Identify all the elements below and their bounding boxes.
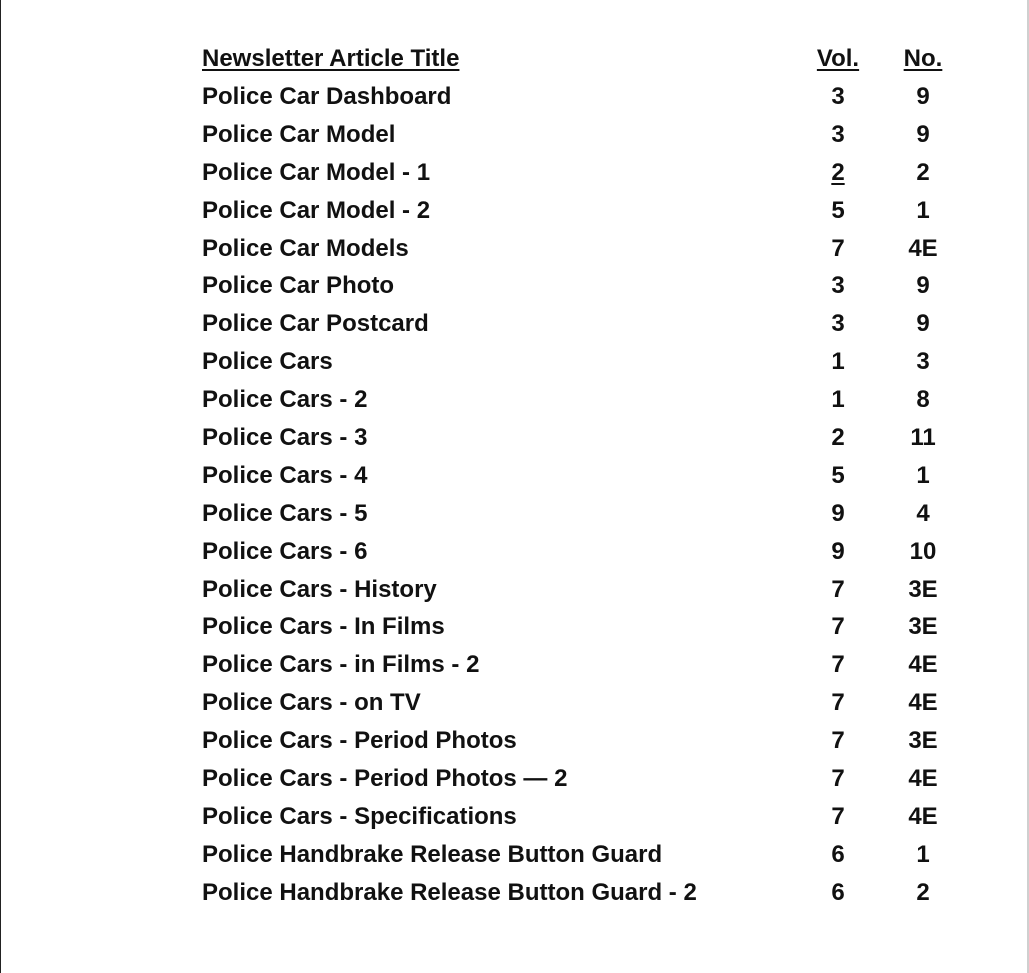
number-value: 1 xyxy=(916,840,930,868)
number-value: 3E xyxy=(908,727,938,755)
article-title: Police Car Postcard xyxy=(202,310,429,338)
number-value: 4 xyxy=(916,499,930,527)
article-title: Police Cars - on TV xyxy=(202,689,421,717)
article-title: Police Cars xyxy=(202,348,333,376)
article-title: Police Car Model - 2 xyxy=(202,196,431,224)
table-row xyxy=(202,309,962,347)
article-title: Police Cars - Period Photos — 2 xyxy=(202,765,568,793)
volume-value: 7 xyxy=(831,613,845,641)
article-title: Police Cars - 5 xyxy=(202,499,368,527)
number-value: 4E xyxy=(908,802,938,830)
number-value: 1 xyxy=(916,461,930,489)
number-value: 1 xyxy=(916,196,930,224)
table-row xyxy=(202,878,962,916)
article-title: Police Cars - In Films xyxy=(202,613,445,641)
volume-value: 5 xyxy=(831,196,845,224)
article-title: Police Car Model - 1 xyxy=(202,158,431,186)
table-row xyxy=(202,650,962,688)
volume-value: 6 xyxy=(831,878,845,906)
volume-value: 2 xyxy=(831,424,845,452)
table-row xyxy=(202,347,962,385)
volume-value: 1 xyxy=(831,386,845,414)
volume-value: 3 xyxy=(831,120,845,148)
volume-value: 7 xyxy=(831,727,845,755)
article-title: Police Car Models xyxy=(202,234,409,262)
article-title: Police Cars - Period Photos xyxy=(202,727,517,755)
table-row xyxy=(202,802,962,840)
number-value: 9 xyxy=(916,310,930,338)
table-row xyxy=(202,385,962,423)
volume-value: 2 xyxy=(831,158,845,186)
article-title: Police Cars - 6 xyxy=(202,537,368,565)
header-volume: Vol. xyxy=(816,45,860,72)
header-number: No. xyxy=(903,45,943,72)
table-row xyxy=(202,575,962,613)
volume-value: 3 xyxy=(831,83,845,110)
volume-value: 9 xyxy=(831,499,845,527)
volume-value: 3 xyxy=(831,272,845,300)
number-value: 4E xyxy=(908,689,938,717)
article-title: Police Handbrake Release Button Guard xyxy=(202,840,663,868)
table-row xyxy=(202,726,962,764)
volume-value: 3 xyxy=(831,310,845,338)
article-index-table xyxy=(202,44,962,916)
number-value: 9 xyxy=(916,272,930,300)
table-row xyxy=(202,82,962,120)
volume-value: 6 xyxy=(831,840,845,868)
table-row xyxy=(202,461,962,499)
article-title: Police Cars - in Films - 2 xyxy=(202,651,480,679)
table-row xyxy=(202,423,962,461)
volume-value: 7 xyxy=(831,765,845,793)
article-title: Police Cars - History xyxy=(202,575,437,603)
table-row xyxy=(202,612,962,650)
article-title: Police Cars - Specifications xyxy=(202,802,517,830)
number-value: 3 xyxy=(916,348,930,376)
table-row xyxy=(202,271,962,309)
article-title: Police Car Photo xyxy=(202,272,395,300)
number-value: 4E xyxy=(908,234,938,262)
volume-value: 5 xyxy=(831,461,845,489)
article-title: Police Car Model xyxy=(202,120,396,148)
volume-value: 7 xyxy=(831,689,845,717)
number-value: 9 xyxy=(916,83,930,110)
number-value: 3E xyxy=(908,613,938,641)
table-row xyxy=(202,688,962,726)
number-value: 4E xyxy=(908,765,938,793)
volume-value: 7 xyxy=(831,651,845,679)
volume-value: 7 xyxy=(831,234,845,262)
number-value: 4E xyxy=(908,651,938,679)
table-row xyxy=(202,158,962,196)
page-border-left xyxy=(0,0,1,973)
volume-value: 1 xyxy=(831,348,845,376)
number-value: 8 xyxy=(916,386,930,414)
number-value: 2 xyxy=(916,878,930,906)
table-row xyxy=(202,499,962,537)
number-value: 9 xyxy=(916,120,930,148)
number-value: 11 xyxy=(910,424,936,452)
table-body xyxy=(202,82,962,916)
table-row xyxy=(202,234,962,272)
table-row xyxy=(202,764,962,802)
article-title: Police Car Dashboard xyxy=(202,83,452,110)
number-value: 2 xyxy=(916,158,930,186)
table-row xyxy=(202,196,962,234)
table-row xyxy=(202,120,962,158)
article-title: Police Handbrake Release Button Guard - 2 xyxy=(202,878,697,906)
volume-value: 7 xyxy=(831,575,845,603)
article-title: Police Cars - 3 xyxy=(202,424,368,452)
table-row xyxy=(202,840,962,878)
number-value: 3E xyxy=(908,575,938,603)
article-title: Police Cars - 2 xyxy=(202,386,368,414)
table-header-row xyxy=(202,44,962,82)
number-value: 10 xyxy=(909,537,937,565)
table-row xyxy=(202,537,962,575)
volume-value: 9 xyxy=(831,537,845,565)
article-title: Police Cars - 4 xyxy=(202,461,368,489)
volume-value: 7 xyxy=(831,802,845,830)
header-article-title: Newsletter Article Title xyxy=(202,45,460,72)
